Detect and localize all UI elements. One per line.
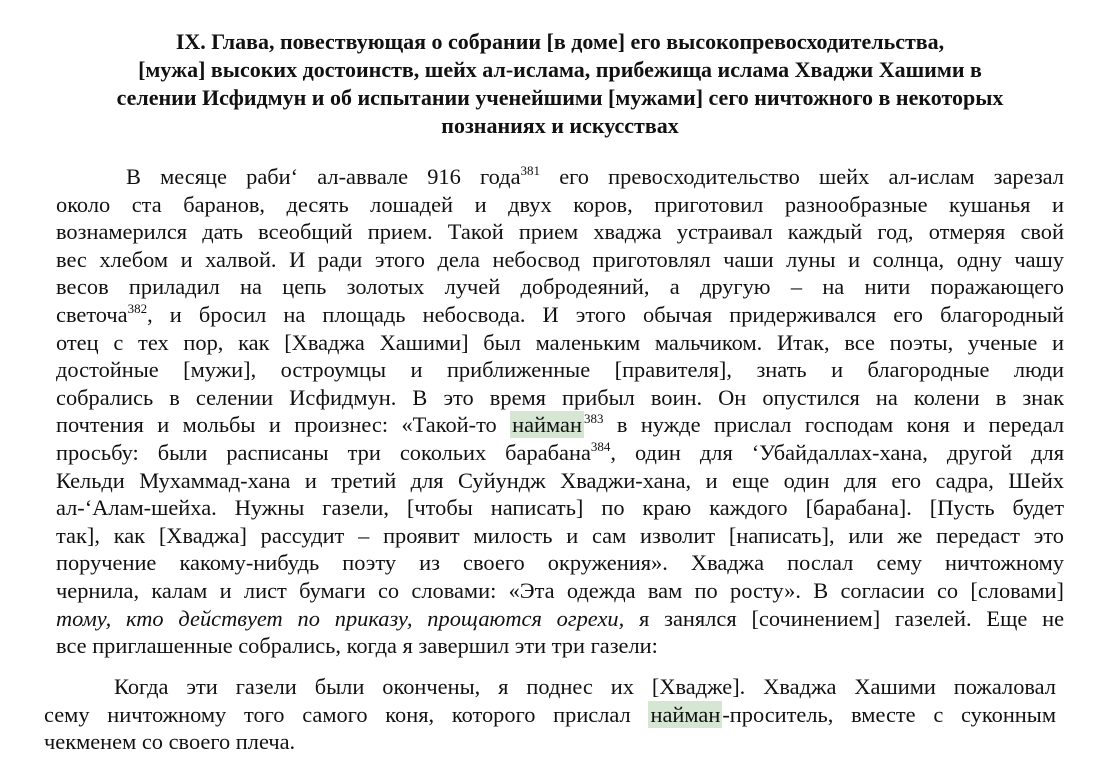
text-line (56, 605, 1064, 633)
text-line (56, 163, 1064, 191)
heading-line: [мужа] высоких достоинств, шейх ал-ислама, прибежища ислама Хваджи Хашими в (138, 57, 982, 82)
text-line: отец с тех пор, как [Хваджа Хашими] был маленьким мальчиком. Итак, все поэты, ученые и (56, 329, 1064, 355)
text-line (44, 701, 1056, 729)
text-line: все приглашенные собрались, когда я завершил эти три газели: (56, 633, 658, 659)
text-line: ал-‘Алам-шейха. Нужны газели, [чтобы написать] по краю каждого [барабана]. [Пусть будет (56, 495, 1064, 521)
text-line: собрались в селении Исфидмун. В это время прибыл воин. Он опустился на колени в знак (56, 384, 1064, 410)
text-line (56, 411, 1064, 439)
text-line: чекменем со своего плеча. (44, 729, 296, 755)
paragraph-main (56, 163, 1064, 660)
footnote-ref-382[interactable]: 382 (127, 300, 148, 316)
footnote-ref-384[interactable]: 384 (590, 438, 611, 454)
text-line (56, 439, 1064, 467)
heading-line: познаниях и искусствах (441, 113, 679, 138)
text-line: весов приладил на цепь золотых лучей добродеяний, а другую – на нити поражающего (56, 274, 1064, 300)
text-run: почтения и мольбы и произнес: «Такой-то (56, 412, 511, 438)
text-run: , и бросил на площадь небосвода. И этого обычая придерживался его благородный (147, 301, 1064, 327)
text-line: Кельди Мухаммад-хана и третий для Суйундж Хваджи-хана, и еще один для его садра, Шейх (56, 467, 1064, 493)
text-line (56, 301, 1064, 329)
text-line: чернила, калам и лист бумаги со словами: «Эта одежда вам по росту». В согласии со [словами] (56, 577, 1064, 603)
text-line: около ста баранов, десять лошадей и двух коров, приготовил разнообразные кушанья и (56, 191, 1064, 217)
heading-line: IX. Глава, повествующая о собрании [в доме] его высокопревосходительства, (175, 29, 945, 54)
text-line: поручение какому-нибудь поэту из своего окружения». Хваджа послал сему ничтожному (56, 550, 1064, 576)
text-run: его превосходительство шейх ал-ислам зарезал (540, 164, 1064, 189)
text-run: в нужде прислал господам коня и передал (603, 412, 1064, 438)
text-line: так], как [Хваджа] рассудит – проявит милость и сам изволит [написать], или же передаст это (56, 522, 1064, 548)
text-line: достойные [мужи], остроумцы и приближенные [правителя], знать и благородные люди (56, 357, 1064, 383)
text-line: Когда эти газели были окончены, я поднес их [Хвадже]. Хваджа Хашими пожаловал (114, 674, 1056, 699)
text-run: сему ничтожному того самого коня, которого прислал (44, 701, 649, 727)
text-run: , один для ‘Убайдаллах-хана, другой для (610, 439, 1064, 465)
footnote-ref-381[interactable]: 381 (520, 163, 541, 178)
chapter-heading (60, 28, 1060, 140)
text-run: я занялся [сочинением] газелей. Еще не (624, 605, 1065, 631)
paragraph-closing (44, 673, 1056, 756)
text-run: светоча (56, 301, 128, 327)
highlighted-word[interactable]: найман (512, 412, 582, 438)
text-run: В месяце раби‘ ал-аввале 916 года (126, 164, 521, 189)
text-line: вознамерился дать всеобщий прием. Такой прием хваджа устраивал каждый год, отмеряя свой (56, 219, 1064, 245)
italic-quote: тому, кто действует по приказу, прощаются огрехи, (56, 605, 625, 631)
text-line: вес хлебом и халвой. И ради этого дела небосвод приготовлял чаши луны и солнца, одну чашу (56, 246, 1064, 272)
heading-line: селении Исфидмун и об испытании ученейшими [мужами] сего ничтожного в некоторых (116, 85, 1004, 110)
highlighted-word[interactable]: найман (650, 701, 721, 727)
footnote-ref-383[interactable]: 383 (583, 411, 604, 427)
text-run: -проситель, вместе с суконным (722, 701, 1056, 727)
text-run: просьбу: были расписаны три сокольих барабана (56, 439, 591, 465)
